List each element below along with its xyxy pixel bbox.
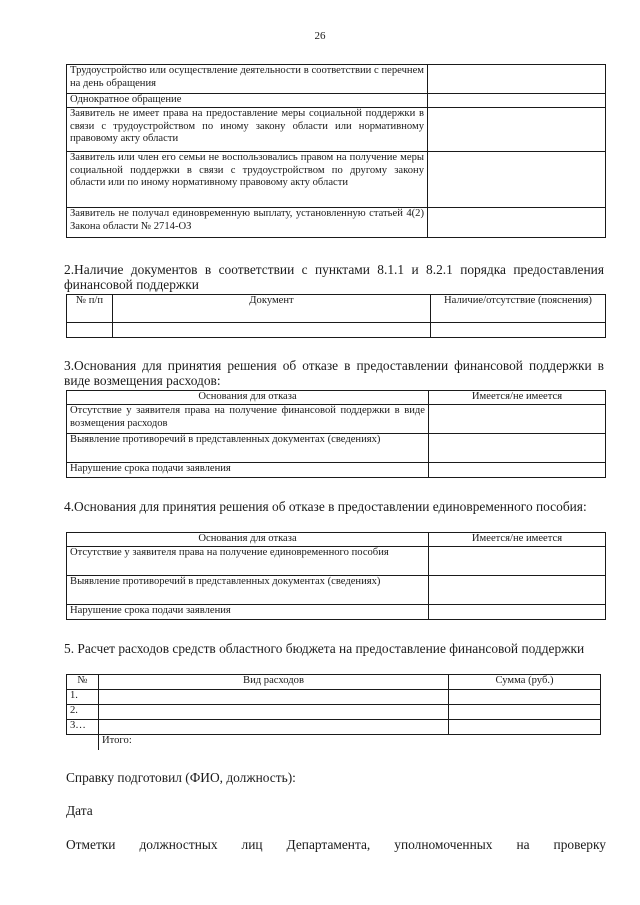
- criteria-table: [66, 64, 606, 238]
- refusal-compensation-row-3: Нарушение срока подачи заявления: [67, 463, 429, 478]
- expenses-sum-cell[interactable]: [449, 720, 601, 735]
- documents-cell[interactable]: [113, 323, 431, 338]
- expenses-col-type: Вид расходов: [99, 675, 449, 690]
- criteria-row-5-value[interactable]: [428, 208, 606, 238]
- documents-col-number: № п/п: [67, 295, 113, 323]
- documents-col-document: Документ: [113, 295, 431, 323]
- documents-col-status: Наличие/отсутствие (пояснения): [431, 295, 606, 323]
- criteria-row-2-text: Однократное обращение: [67, 94, 428, 108]
- refusal-allowance-value[interactable]: [429, 547, 606, 576]
- criteria-row-3-text: Заявитель не имеет права на предоставление меры социальной поддержки в связи с трудоустройством по иному закону области или нормативному правовому акту области: [67, 108, 428, 152]
- section-5-heading: 5. Расчет расходов средств областного бюджета на предоставление финансовой поддержки: [64, 641, 585, 656]
- section-2-heading: 2.Наличие документов в соответствии с пунктами 8.1.1 и 8.2.1 порядка предоставления финансовой поддержки: [64, 262, 604, 292]
- refusal-compensation-value[interactable]: [429, 463, 606, 478]
- refusal-compensation-col-reason: Основания для отказа: [67, 391, 429, 405]
- refusal-allowance-table: [66, 532, 606, 620]
- refusal-compensation-col-status: Имеется/не имеется: [429, 391, 606, 405]
- criteria-row-1-text: Трудоустройство или осуществление деятельности в соответствии с перечнем на день обращения: [67, 65, 428, 94]
- criteria-row-3-value[interactable]: [428, 108, 606, 152]
- documents-cell[interactable]: [431, 323, 606, 338]
- date-label: Дата: [66, 803, 93, 818]
- refusal-compensation-row-1: Отсутствие у заявителя права на получение финансовой поддержки в виде возмещения расходов: [67, 405, 429, 434]
- expenses-type-cell[interactable]: [99, 720, 449, 735]
- criteria-row-4-value[interactable]: [428, 152, 606, 208]
- expenses-row-number: 3…: [67, 720, 99, 735]
- page-number: 26: [314, 30, 326, 42]
- expenses-table: [66, 674, 601, 750]
- expenses-sum-cell[interactable]: [449, 690, 601, 705]
- expenses-total-label: Итого:: [102, 735, 132, 746]
- expenses-col-number: №: [67, 675, 99, 690]
- documents-cell[interactable]: [67, 323, 113, 338]
- marks-label: Отметки должностных лиц Департамента, уполномоченных на проверку: [66, 837, 606, 852]
- refusal-allowance-row-1: Отсутствие у заявителя права на получение единовременного пособия: [67, 547, 429, 576]
- refusal-compensation-table: [66, 390, 606, 478]
- refusal-allowance-col-status: Имеется/не имеется: [429, 533, 606, 547]
- refusal-allowance-row-3: Нарушение срока подачи заявления: [67, 605, 429, 620]
- section-3-heading: 3.Основания для принятия решения об отказе в предоставлении финансовой поддержки в виде возмещения расходов:: [64, 358, 604, 388]
- documents-table: [66, 294, 606, 338]
- expenses-row-number: 2.: [67, 705, 99, 720]
- criteria-row-5-text: Заявитель не получал единовременную выплату, установленную статьей 4(2) Закона области № 2714-ОЗ: [67, 208, 428, 238]
- criteria-row-1-value[interactable]: [428, 65, 606, 94]
- refusal-allowance-value[interactable]: [429, 605, 606, 620]
- refusal-compensation-row-2: Выявление противоречий в представленных документах (сведениях): [67, 434, 429, 463]
- refusal-compensation-value[interactable]: [429, 434, 606, 463]
- refusal-allowance-value[interactable]: [429, 576, 606, 605]
- expenses-total-sum[interactable]: [449, 735, 601, 750]
- criteria-row-2-value[interactable]: [428, 94, 606, 108]
- refusal-allowance-col-reason: Основания для отказа: [67, 533, 429, 547]
- refusal-compensation-value[interactable]: [429, 405, 606, 434]
- expenses-row-number: 1.: [67, 690, 99, 705]
- criteria-row-4-text: Заявитель или член его семьи не воспользовались правом на получение меры социальной поддержки в связи с трудоустройством по другому закону области или по иному нормативному правовому акту области: [67, 152, 428, 208]
- expenses-col-sum: Сумма (руб.): [449, 675, 601, 690]
- expenses-sum-cell[interactable]: [449, 705, 601, 720]
- expenses-type-cell[interactable]: [99, 705, 449, 720]
- refusal-allowance-row-2: Выявление противоречий в представленных документах (сведениях): [67, 576, 429, 605]
- prepared-by-label: Справку подготовил (ФИО, должность):: [66, 770, 296, 785]
- section-4-heading: 4.Основания для принятия решения об отказе в предоставлении единовременного пособия:: [64, 499, 587, 514]
- expenses-type-cell[interactable]: [99, 690, 449, 705]
- expenses-total-empty: [67, 735, 99, 750]
